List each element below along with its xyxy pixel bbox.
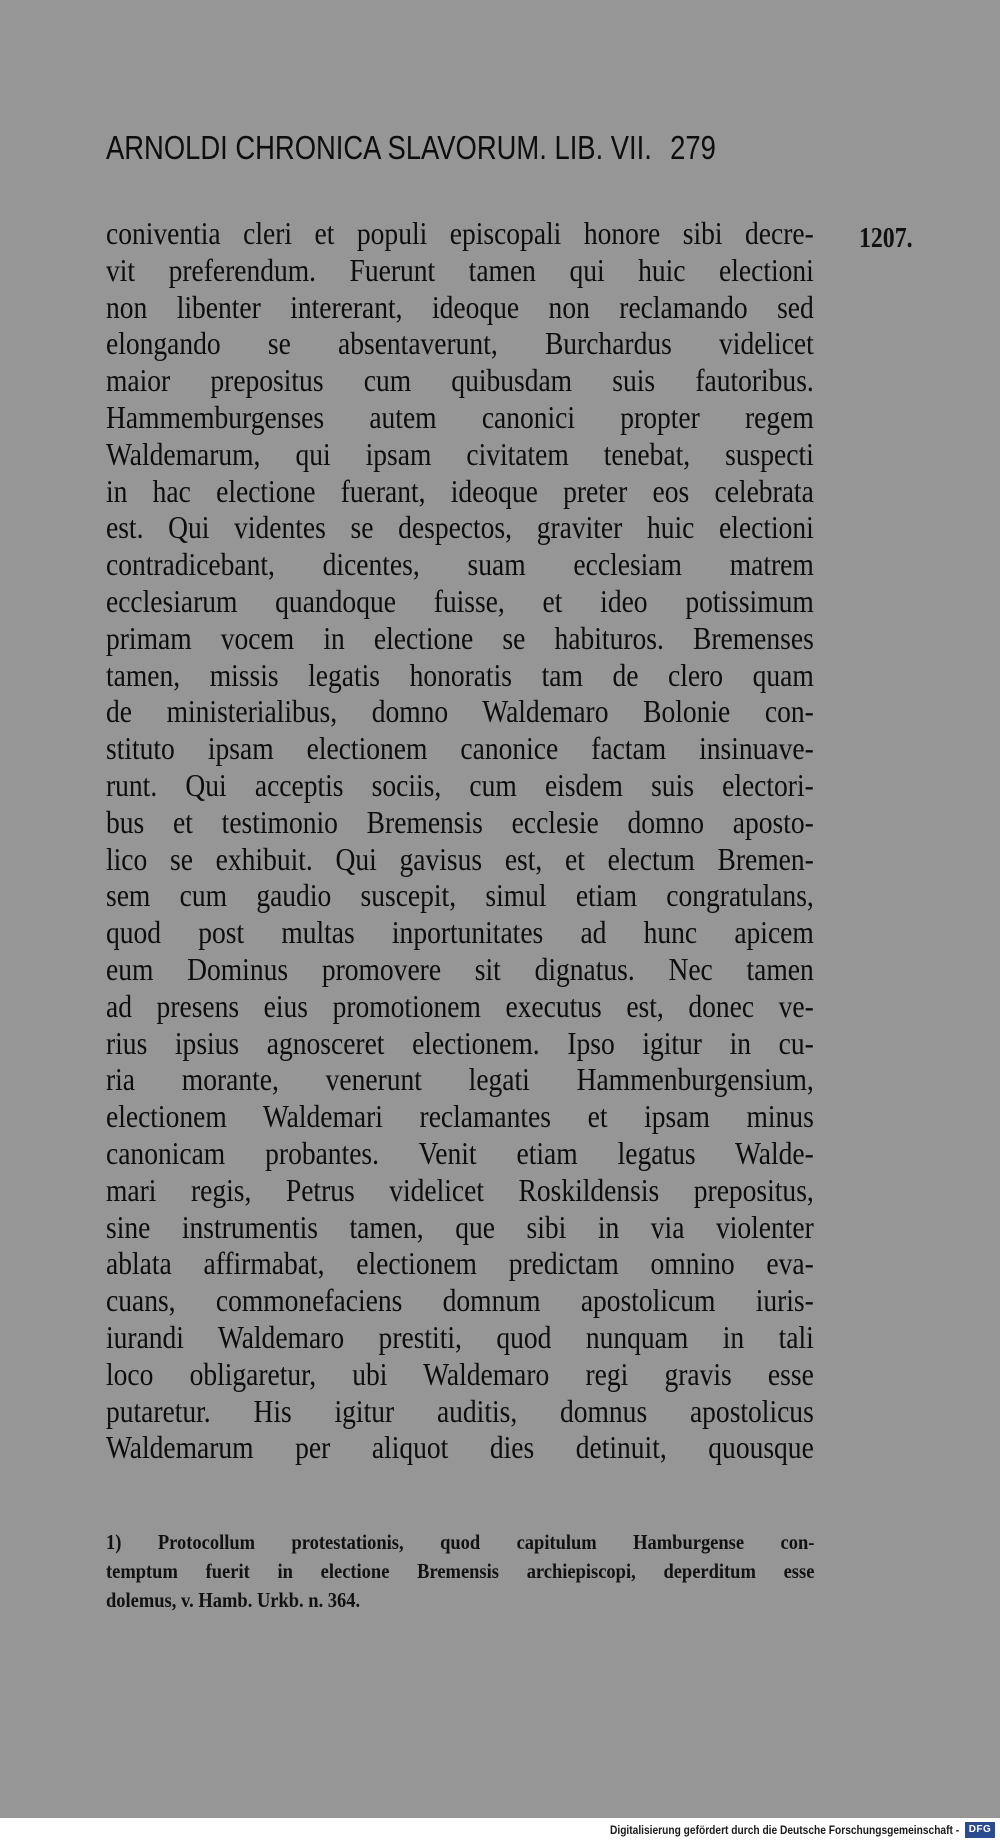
page-number: 279 (670, 129, 716, 166)
text-line: runt. Qui acceptis sociis, cum eisdem suis electori- (106, 766, 814, 803)
text-line: electionem Waldemari reclamantes et ipsam minus (106, 1098, 814, 1135)
running-head (106, 129, 716, 167)
text-line: putaretur. His igitur auditis, domnus apostolicus (106, 1392, 814, 1429)
text-line: Hammemburgenses autem canonici propter regem (106, 398, 814, 435)
text-line: non libenter intererant, ideoque non reclamando sed (106, 288, 814, 325)
text-line: iurandi Waldemaro prestiti, quod nunquam in tali (106, 1318, 814, 1355)
text-line: maior prepositus cum quibusdam suis fautoribus. (106, 362, 814, 399)
text-line: elongando se absentaverunt, Burchardus videlicet (106, 325, 814, 362)
text-line: lico se exhibuit. Qui gavisus est, et electum Bremen- (106, 840, 814, 877)
text-line: coniventia cleri et populi episcopali honore sibi decre- (106, 215, 814, 251)
text-line: primam vocem in electione se habituros. Bremenses (106, 619, 814, 656)
text-line: quod post multas inportunitates ad hunc apicem (106, 914, 814, 951)
text-line: ecclesiarum quandoque fuisse, et ideo potissimum (106, 582, 814, 619)
footnote-line: 1) Protocollum protestationis, quod capitulum Hamburgense con- (106, 1530, 815, 1554)
text-line: in hac electione fuerant, ideoque preter eos celebrata (106, 472, 814, 509)
text-line: stituto ipsam electionem canonice factam insinuave- (106, 730, 814, 767)
text-line: bus et testimonio Bremensis ecclesie domno aposto- (106, 803, 814, 840)
text-line: de ministerialibus, domno Waldemaro Bolonie con- (106, 693, 814, 730)
text-line: canonicam probantes. Venit etiam legatus Walde- (106, 1134, 814, 1171)
footnote-line: temptum fuerit in electione Bremensis archiepiscopi, deperditum esse (106, 1559, 815, 1583)
marginal-year-note: 1207. (859, 223, 913, 254)
digitization-credit: Digitalisierung gefördert durch die Deutsche Forschungsgemeinschaft - (610, 1823, 960, 1837)
text-line: Waldemarum per aliquot dies detinuit, quousque (106, 1429, 814, 1466)
footnote-line: dolemus, v. Hamb. Urkb. n. 364. (106, 1588, 361, 1612)
text-line: vit preferendum. Fuerunt tamen qui huic electioni (106, 251, 814, 288)
text-line: mari regis, Petrus videlicet Roskildensis prepositus, (106, 1171, 814, 1208)
text-line: cuans, commonefaciens domnum apostolicum iuris- (106, 1282, 814, 1319)
body-text (106, 215, 814, 1466)
running-head-title: ARNOLDI CHRONICA SLAVORUM. LIB. VII. (106, 129, 652, 166)
text-line: ablata affirmabat, electionem predictam omnino eva- (106, 1245, 814, 1282)
text-line: contradicebant, dicentes, suam ecclesiam matrem (106, 546, 814, 583)
footnotes (106, 1528, 911, 1615)
text-line: ad presens eius promotionem executus est, donec ve- (106, 987, 814, 1024)
text-line: tamen, missis legatis honoratis tam de clero quam (106, 656, 814, 693)
text-line: sem cum gaudio suscepit, simul etiam congratulans, (106, 877, 814, 914)
text-line: eum Dominus promovere sit dignatus. Nec tamen (106, 950, 814, 987)
text-line: sine instrumentis tamen, que sibi in via violenter (106, 1208, 814, 1245)
dfg-logo: DFG (965, 1822, 995, 1838)
text-line: est. Qui videntes se despectos, graviter huic electioni (106, 509, 814, 546)
text-line: loco obligaretur, ubi Waldemaro regi gravis esse (106, 1355, 814, 1392)
text-line: rius ipsius agnosceret electionem. Ipso igitur in cu- (106, 1024, 814, 1061)
text-line: Waldemarum, qui ipsam civitatem tenebat, suspecti (106, 435, 814, 472)
text-line: ria morante, venerunt legati Hammenburgensium, (106, 1061, 814, 1098)
